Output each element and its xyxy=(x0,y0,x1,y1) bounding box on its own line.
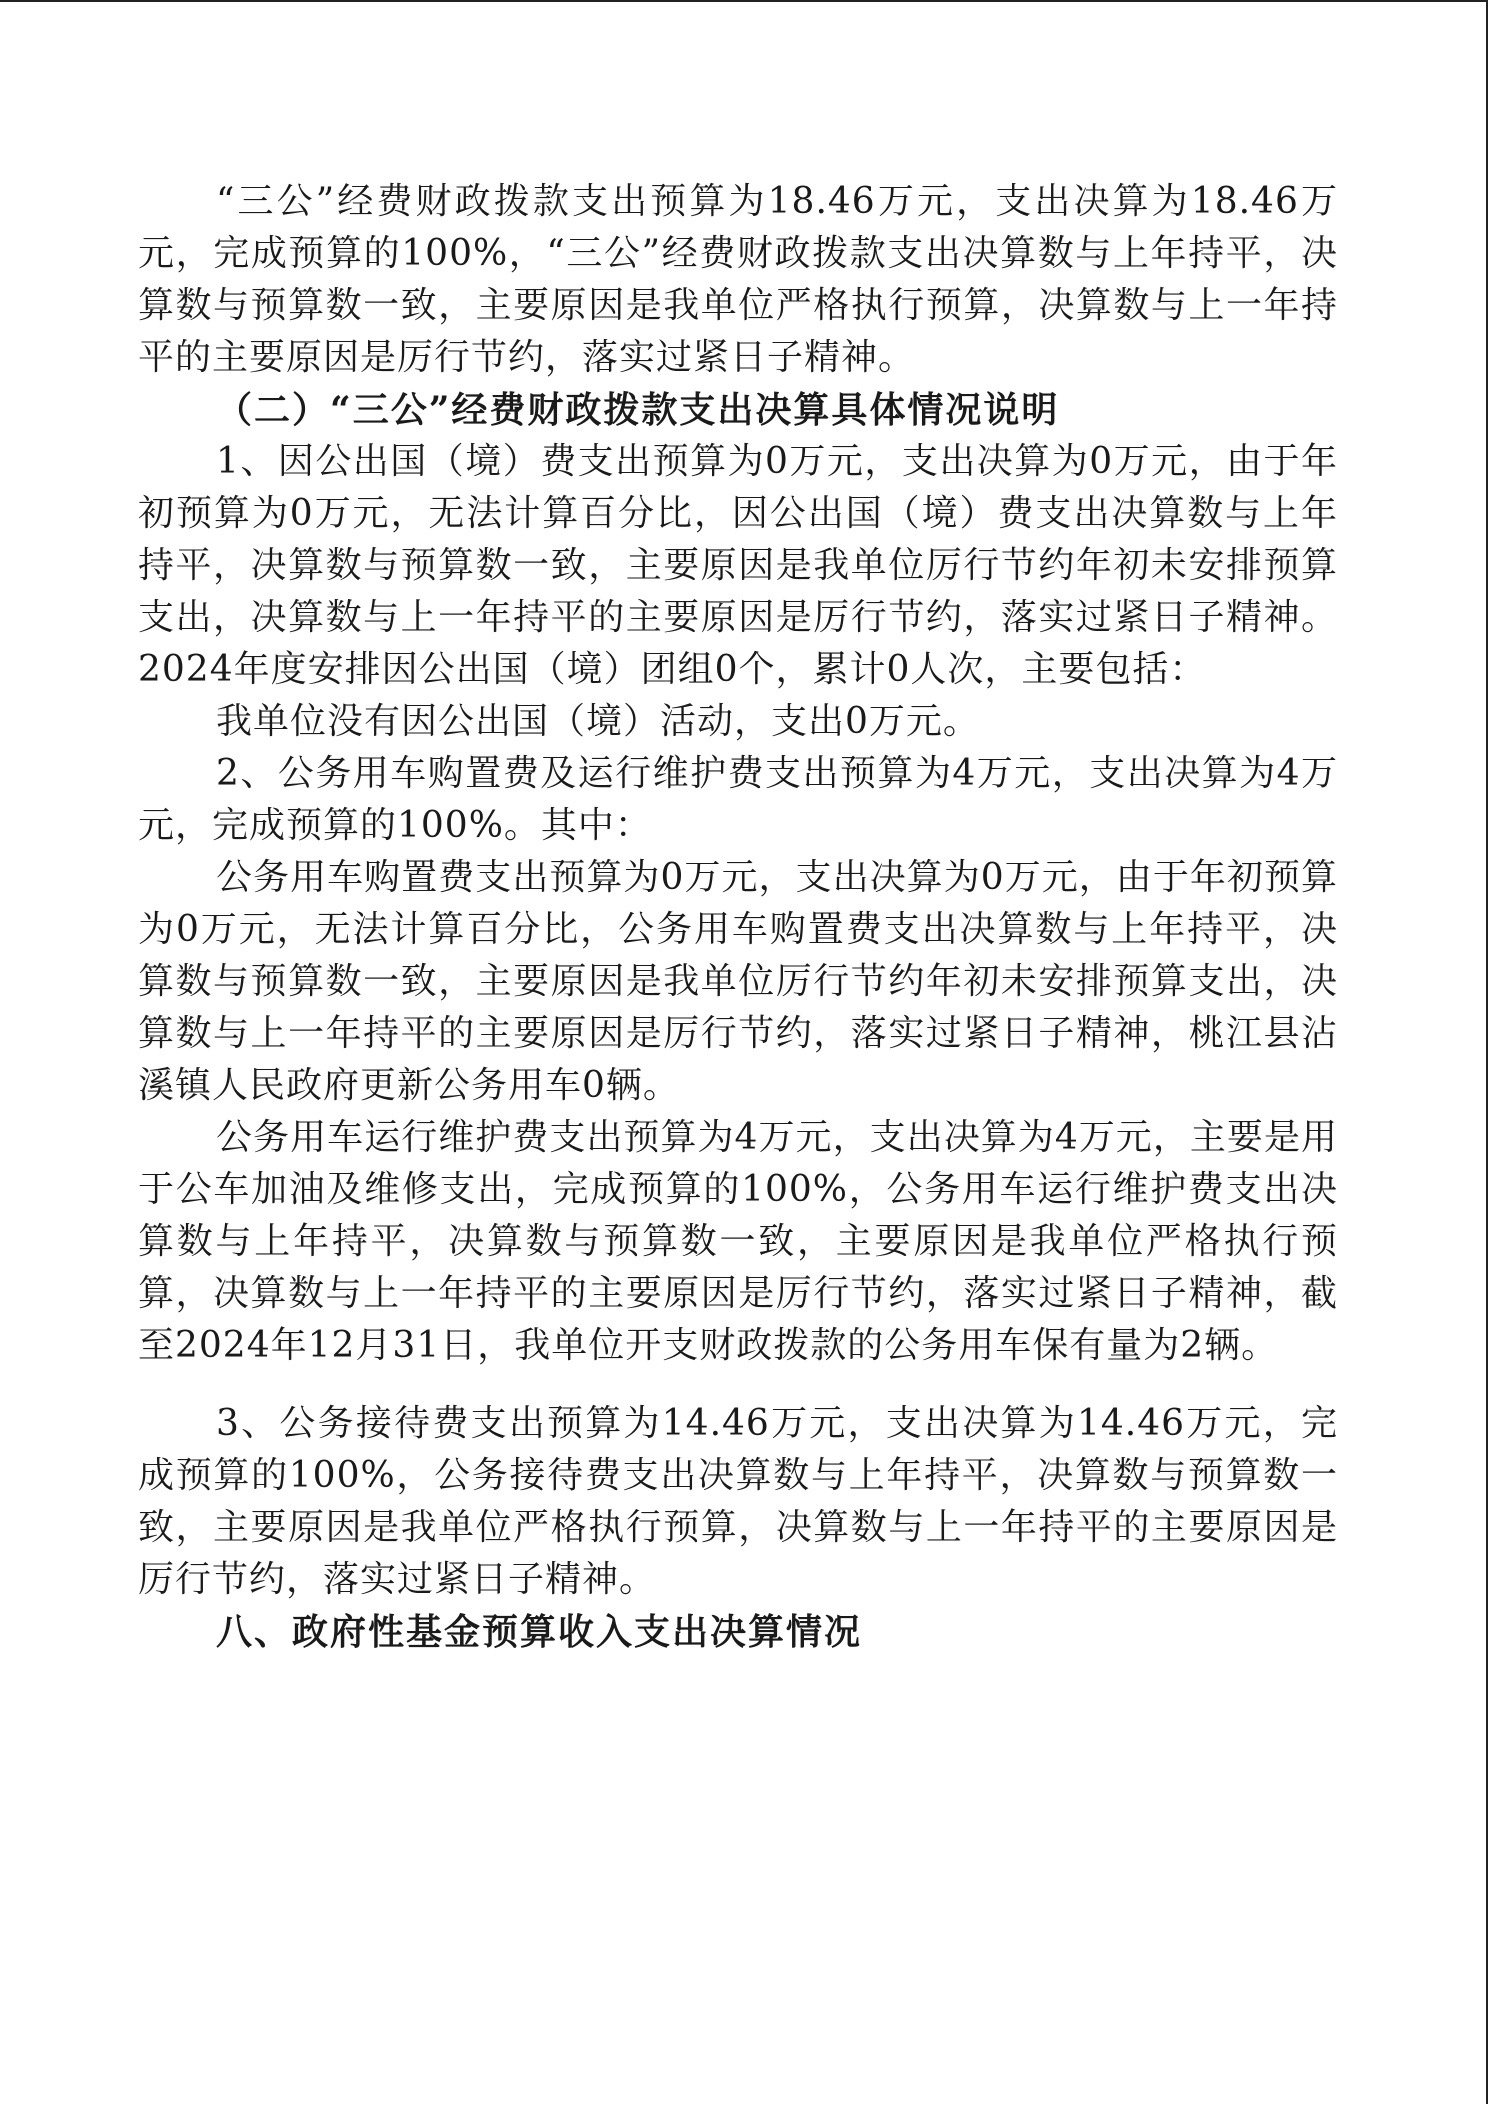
paragraph-overseas-travel: 1、因公出国（境）费支出预算为0万元，支出决算为0万元，由于年初预算为0万元，无法计算百分比，因公出国（境）费支出决算数与上年持平，决算数与预算数一致，主要原因是我单位厉行节约年初未安排预算支出，决算数与上一年持平的主要原因是厉行节约，落实过紧日子精神。2024年度安排因公出国（境）团组0个，累计0人次，主要包括： xyxy=(138,441,1338,690)
section-heading-three-public-details: （二）“三公”经费财政拨款支出决算具体情况说明 xyxy=(216,389,1060,431)
paragraph-vehicle-total: 2、公务用车购置费及运行维护费支出预算为4万元，支出决算为4万元，完成预算的100%。其中： xyxy=(138,753,1338,846)
section-heading-government-fund: 八、政府性基金预算收入支出决算情况 xyxy=(216,1611,863,1653)
paragraph-vehicle-operation: 公务用车运行维护费支出预算为4万元，支出决算为4万元，主要是用于公车加油及维修支出，完成预算的100%，公务用车运行维护费支出决算数与上年持平，决算数与预算数一致，主要原因是我单位严格执行预算，决算数与上一年持平的主要原因是厉行节约，落实过紧日子精神，截至2024年12月31日，我单位开支财政拨款的公务用车保有量为2辆。 xyxy=(138,1117,1338,1366)
paragraph-three-public-summary: “三公”经费财政拨款支出预算为18.46万元，支出决算为18.46万元，完成预算的100%，“三公”经费财政拨款支出决算数与上年持平，决算数与预算数一致，主要原因是我单位严格执行预算，决算数与上一年持平的主要原因是厉行节约，落实过紧日子精神。 xyxy=(138,181,1338,378)
paragraph-vehicle-purchase: 公务用车购置费支出预算为0万元，支出决算为0万元，由于年初预算为0万元，无法计算百分比，公务用车购置费支出决算数与上年持平，决算数与预算数一致，主要原因是我单位厉行节约年初未安排预算支出，决算数与上一年持平的主要原因是厉行节约，落实过紧日子精神，桃江县沾溪镇人民政府更新公务用车0辆。 xyxy=(138,857,1338,1106)
paragraph-no-overseas-activity: 我单位没有因公出国（境）活动，支出0万元。 xyxy=(216,701,980,742)
paragraph-reception: 3、公务接待费支出预算为14.46万元，支出决算为14.46万元，完成预算的100%，公务接待费支出决算数与上年持平，决算数与预算数一致，主要原因是我单位严格执行预算，决算数与上一年持平的主要原因是厉行节约，落实过紧日子精神。 xyxy=(138,1403,1338,1600)
document-body xyxy=(138,176,1338,1658)
